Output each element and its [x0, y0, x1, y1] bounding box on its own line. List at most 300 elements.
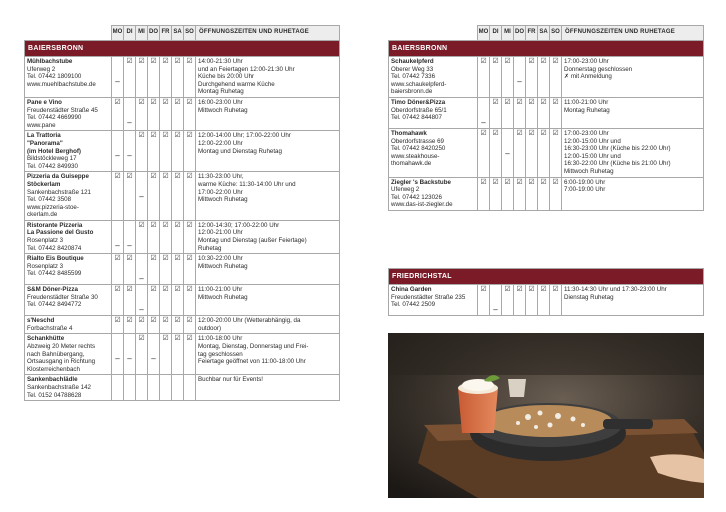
restaurant-name: China Garden	[391, 286, 432, 293]
opening-times-line: 17:00-23:00 Uhr	[564, 58, 609, 65]
checkbox-checked-icon: ☑	[516, 178, 523, 186]
checkbox-checked-icon: ☑	[480, 129, 487, 137]
opening-times-line: 12:00-15:00 Uhr und	[564, 152, 621, 160]
checkbox-checked-icon: ☑	[162, 317, 169, 325]
day-cell-fr	[526, 285, 538, 316]
checkbox-checked-icon: ☑	[186, 286, 193, 294]
day-cell-di	[490, 57, 502, 98]
closed-dash-icon: –	[115, 354, 120, 364]
restaurant-detail: Tel. 07442 8420874	[27, 244, 82, 252]
day-cell-sa	[172, 285, 184, 316]
restaurant-detail: Klosterreichenbach	[27, 365, 80, 373]
checkbox-checked-icon: ☑	[126, 317, 133, 325]
checkbox-checked-icon: ☑	[174, 98, 181, 106]
restaurant-row	[25, 334, 340, 375]
checkbox-checked-icon: ☑	[516, 98, 523, 106]
day-cell-fr	[526, 97, 538, 128]
day-cell-mo	[112, 57, 124, 98]
opening-times-line: 6:00-19:00 Uhr	[564, 178, 606, 186]
opening-times-cell	[196, 97, 340, 130]
checkbox-checked-icon: ☑	[186, 255, 193, 263]
opening-times-line: Mittwoch Ruhetag	[198, 106, 248, 114]
checkbox-checked-icon: ☑	[552, 98, 559, 106]
checkbox-checked-icon: ☑	[528, 178, 535, 186]
weekday-header-do: DO	[148, 26, 160, 41]
checkbox-checked-icon: ☑	[540, 178, 547, 186]
closed-dash-icon: –	[127, 151, 132, 161]
restaurant-info-cell	[25, 220, 112, 253]
closed-dash-icon: –	[481, 117, 486, 127]
restaurant-name: Schaukelpferd	[391, 58, 434, 65]
restaurant-detail: Rosenplatz 3	[27, 262, 64, 270]
restaurant-name: Ristorante Pizzeria	[27, 221, 83, 229]
checkbox-checked-icon: ☑	[504, 98, 511, 106]
checkbox-checked-icon: ☑	[480, 178, 487, 186]
day-cell-di	[124, 254, 136, 285]
day-cell-sa	[172, 97, 184, 130]
checkbox-checked-icon: ☑	[138, 58, 145, 65]
restaurant-name: "Panorama"	[27, 139, 63, 147]
restaurant-detail: Oberdorfstrasse 69	[391, 137, 444, 145]
checkbox-checked-icon: ☑	[174, 221, 181, 229]
restaurant-row	[25, 131, 340, 172]
day-cell-so	[550, 97, 562, 128]
weekday-header-mi: MI	[502, 26, 514, 41]
section-header-row	[25, 41, 340, 57]
checkbox-checked-icon: ☑	[504, 178, 511, 186]
opening-times-cell	[562, 57, 704, 98]
restaurant-name: S&M Döner-Pizza	[27, 286, 78, 294]
day-cell-fr	[526, 57, 538, 98]
opening-times-line: 11:30-23:00 Uhr,	[198, 173, 244, 181]
weekday-header-mo: MO	[478, 26, 490, 41]
day-cell-di	[124, 97, 136, 130]
opening-times-header: ÖFFNUNGSZEITEN UND RUHETAGE	[562, 26, 704, 41]
day-cell-mi	[136, 97, 148, 130]
day-cell-fr	[160, 57, 172, 98]
left-restaurant-table	[24, 25, 340, 401]
checkbox-checked-icon: ☑	[492, 129, 499, 137]
opening-times-cell	[196, 57, 340, 98]
restaurant-detail: ckerlam.de	[27, 211, 58, 219]
checkbox-checked-icon: ☑	[150, 255, 157, 263]
checkbox-checked-icon: ☑	[540, 129, 547, 137]
day-cell-mi	[502, 285, 514, 316]
skillet-dessert-photo	[388, 333, 704, 498]
restaurant-name: La Trattoria	[27, 132, 61, 140]
checkbox-checked-icon: ☑	[114, 173, 121, 181]
opening-times-line: 16:00-23:00 Uhr	[198, 98, 243, 106]
checkbox-checked-icon: ☑	[114, 98, 121, 106]
header-blank-cell	[25, 26, 112, 41]
opening-times-header: ÖFFNUNGSZEITEN UND RUHETAGE	[196, 26, 340, 41]
restaurant-info-cell	[25, 172, 112, 221]
checkbox-checked-icon: ☑	[150, 317, 157, 325]
day-cell-mi	[136, 220, 148, 253]
checkbox-checked-icon: ☑	[492, 58, 499, 65]
day-cell-sa	[172, 316, 184, 334]
closed-dash-icon: –	[493, 305, 498, 314]
opening-times-line: Mittwoch Ruhetag	[198, 196, 248, 204]
day-cell-mo	[112, 131, 124, 172]
restaurant-detail: Tel. 07442 3508	[27, 196, 72, 204]
opening-times-line: tag geschlossen	[198, 350, 243, 358]
checkbox-checked-icon: ☑	[516, 129, 523, 137]
opening-times-line: Donnerstag geschlossen	[564, 65, 633, 73]
day-cell-so	[184, 334, 196, 375]
restaurant-detail: Bildstöckleweg 17	[27, 155, 77, 163]
day-cell-di	[490, 177, 502, 210]
closed-dash-icon: –	[139, 274, 144, 284]
day-cell-di	[124, 334, 136, 375]
opening-times-line: ✗ mit Anmeldung	[564, 73, 612, 81]
friedrichstal-table	[388, 268, 704, 316]
restaurant-info-cell	[25, 57, 112, 98]
day-cell-fr	[160, 97, 172, 130]
checkbox-checked-icon: ☑	[174, 132, 181, 140]
checkbox-checked-icon: ☑	[516, 286, 523, 293]
restaurant-detail: www.pane	[27, 121, 56, 129]
opening-times-cell	[196, 316, 340, 334]
opening-times-line: 12:00-21:00 Uhr	[198, 229, 243, 237]
weekday-header-so: SO	[550, 26, 562, 41]
weekday-header-row	[25, 26, 340, 41]
opening-times-line: 12:00-14:00 Uhr; 17:00-22:00 Uhr	[198, 132, 291, 140]
opening-times-line: 16:30-23:00 Uhr (Küche bis 22:00 Uhr)	[564, 145, 671, 153]
opening-times-line: Dienstag Ruhetag	[564, 293, 614, 301]
restaurant-name: Timo Döner&Pizza	[391, 98, 446, 106]
day-cell-sa	[172, 254, 184, 285]
checkbox-checked-icon: ☑	[186, 58, 193, 65]
restaurant-name: (im Hotel Berghof)	[27, 147, 81, 155]
day-cell-fr	[526, 177, 538, 210]
day-cell-sa	[172, 375, 184, 401]
checkbox-checked-icon: ☑	[162, 98, 169, 106]
opening-times-cell	[196, 131, 340, 172]
opening-times-line: Ruhetag	[198, 244, 222, 252]
restaurant-detail: thomahawk.de	[391, 160, 432, 168]
checkbox-checked-icon: ☑	[528, 98, 535, 106]
opening-times-cell	[562, 285, 704, 316]
day-cell-so	[184, 285, 196, 316]
day-cell-do	[514, 128, 526, 177]
day-cell-di	[124, 375, 136, 401]
day-cell-sa	[172, 334, 184, 375]
restaurant-row	[25, 97, 340, 130]
opening-times-line: 12:00-20:00 Uhr (Wetterabhängig, da	[198, 317, 301, 325]
checkbox-checked-icon: ☑	[162, 58, 169, 65]
day-cell-sa	[172, 220, 184, 253]
opening-times-line: Durchgehend warme Küche	[198, 80, 275, 88]
section-title: FRIEDRICHSTAL	[389, 269, 704, 285]
checkbox-checked-icon: ☑	[528, 129, 535, 137]
opening-times-line: Feiertage geöffnet von 11:00-18:00 Uhr	[198, 358, 306, 366]
opening-times-line: Montag Ruhetag	[198, 88, 244, 96]
day-cell-fr	[160, 316, 172, 334]
day-cell-do	[514, 177, 526, 210]
checkbox-checked-icon: ☑	[552, 58, 559, 65]
opening-times-line: Küche bis 20:00 Uhr	[198, 73, 255, 81]
checkbox-checked-icon: ☑	[174, 58, 181, 65]
opening-times-line: 11:00-21:00 Uhr	[564, 98, 609, 106]
opening-times-line: Mittwoch Ruhetag	[198, 262, 248, 270]
checkbox-checked-icon: ☑	[504, 286, 511, 293]
closed-dash-icon: –	[127, 117, 132, 127]
right-restaurant-table	[388, 25, 704, 211]
restaurant-info-cell	[25, 97, 112, 130]
day-cell-sa	[538, 285, 550, 316]
restaurant-detail: Abzweig 20 Meter rechts	[27, 343, 96, 351]
closed-dash-icon: –	[151, 354, 156, 364]
restaurant-row	[25, 375, 340, 401]
checkbox-checked-icon: ☑	[492, 178, 499, 186]
opening-times-line: 14:00-21:30 Uhr	[198, 58, 243, 65]
opening-times-cell	[196, 254, 340, 285]
restaurant-row	[25, 316, 340, 334]
checkbox-checked-icon: ☑	[552, 129, 559, 137]
restaurant-name: Stöckerlam	[27, 180, 61, 188]
day-cell-fr	[160, 254, 172, 285]
day-cell-do	[514, 57, 526, 98]
restaurant-detail: Uferweg 2	[391, 186, 420, 194]
restaurant-detail: Tel. 07442 1809100	[27, 73, 82, 81]
restaurant-detail: Freudenstädter Straße 30	[27, 293, 98, 301]
checkbox-checked-icon: ☑	[174, 286, 181, 294]
opening-times-line: Montag Ruhetag	[564, 106, 610, 114]
section-title: BAIERSBRONN	[389, 41, 704, 57]
weekday-header-do: DO	[514, 26, 526, 41]
day-cell-fr	[526, 128, 538, 177]
opening-times-cell	[562, 128, 704, 177]
checkbox-checked-icon: ☑	[186, 173, 193, 181]
day-cell-so	[184, 172, 196, 221]
restaurant-detail: Tel. 07442 2509	[391, 301, 436, 309]
closed-dash-icon: –	[139, 305, 144, 315]
day-cell-mo	[112, 97, 124, 130]
day-cell-so	[184, 254, 196, 285]
day-cell-mi	[136, 316, 148, 334]
checkbox-checked-icon: ☑	[480, 58, 487, 65]
restaurant-row	[25, 57, 340, 98]
opening-times-line: 7:00-19:00 Uhr	[564, 186, 606, 194]
restaurant-name: La Passione del Gusto	[27, 229, 94, 237]
day-cell-di	[124, 316, 136, 334]
day-cell-sa	[538, 57, 550, 98]
day-cell-mi	[136, 375, 148, 401]
opening-times-line: Montag, Dienstag, Donnerstag und Frei-	[198, 343, 309, 351]
day-cell-mi	[502, 57, 514, 98]
restaurant-info-cell	[25, 254, 112, 285]
checkbox-checked-icon: ☑	[186, 317, 193, 325]
day-cell-do	[514, 285, 526, 316]
checkbox-checked-icon: ☑	[186, 132, 193, 140]
restaurant-detail: Tel. 07442 123026	[391, 193, 442, 201]
checkbox-checked-icon: ☑	[552, 178, 559, 186]
checkbox-checked-icon: ☑	[186, 98, 193, 106]
day-cell-do	[148, 57, 160, 98]
restaurant-name: Thomahawk	[391, 129, 427, 137]
section-header-row	[389, 269, 704, 285]
day-cell-mo	[112, 172, 124, 221]
opening-times-line: Buchbar nur für Events!	[198, 376, 264, 384]
opening-times-line: warme Küche: 11:30-14:00 Uhr und	[198, 180, 296, 188]
opening-times-cell	[562, 177, 704, 210]
day-cell-so	[550, 285, 562, 316]
day-cell-sa	[538, 177, 550, 210]
opening-times-line: Mittwoch Ruhetag	[564, 167, 614, 175]
checkbox-checked-icon: ☑	[162, 173, 169, 181]
restaurant-row	[389, 177, 704, 210]
opening-times-cell	[196, 285, 340, 316]
restaurant-detail: Tel. 0152 04788628	[27, 391, 82, 399]
restaurant-detail: www.schaukelpferd-	[391, 80, 447, 88]
opening-times-line: 11:30-14:30 Uhr und 17:30-23:00 Uhr	[564, 286, 667, 293]
restaurant-info-cell	[389, 57, 478, 98]
day-cell-mo	[478, 97, 490, 128]
day-cell-so	[184, 57, 196, 98]
day-cell-do	[148, 375, 160, 401]
checkbox-checked-icon: ☑	[138, 221, 145, 229]
restaurant-detail: www.muehlbachstube.de	[27, 80, 96, 88]
opening-times-line: 12:00-22:00 Uhr	[198, 139, 243, 147]
day-cell-mo	[112, 375, 124, 401]
day-cell-do	[148, 97, 160, 130]
opening-times-cell	[562, 97, 704, 128]
closed-dash-icon: –	[115, 240, 120, 250]
restaurant-detail: Ortsausgang in Richtung	[27, 358, 96, 366]
restaurant-info-cell	[389, 285, 478, 316]
day-cell-mi	[136, 285, 148, 316]
checkbox-checked-icon: ☑	[540, 286, 547, 293]
closed-dash-icon: –	[505, 148, 510, 158]
restaurant-detail: baiersbronn.de	[391, 88, 433, 96]
restaurant-info-cell	[25, 285, 112, 316]
checkbox-checked-icon: ☑	[126, 173, 133, 181]
day-cell-fr	[160, 131, 172, 172]
day-cell-mi	[136, 172, 148, 221]
opening-times-line: 10:30-22:00 Uhr	[198, 255, 243, 263]
restaurant-detail: www.pizzeria-stoe-	[27, 203, 79, 211]
checkbox-checked-icon: ☑	[528, 286, 535, 293]
checkbox-checked-icon: ☑	[174, 335, 181, 343]
day-cell-do	[148, 220, 160, 253]
weekday-header-sa: SA	[172, 26, 184, 41]
restaurant-detail: Tel. 07442 8485599	[27, 270, 82, 278]
restaurant-info-cell	[25, 375, 112, 401]
restaurant-detail: Forbachstraße 4	[27, 324, 73, 332]
section-header-row	[389, 41, 704, 57]
opening-times-line: 11:00-21:00 Uhr	[198, 286, 243, 294]
restaurant-detail: Rosenplatz 3	[27, 237, 64, 245]
day-cell-mi	[136, 334, 148, 375]
opening-times-line: Montag und Dienstag (außer Feiertage)	[198, 237, 307, 245]
checkbox-checked-icon: ☑	[126, 286, 133, 294]
day-cell-mi	[502, 97, 514, 128]
day-cell-mi	[136, 254, 148, 285]
checkbox-checked-icon: ☑	[174, 255, 181, 263]
restaurant-detail: Tel. 07442 8494772	[27, 301, 82, 309]
restaurant-row	[389, 97, 704, 128]
restaurant-detail: Sankenbachstraße 142	[27, 384, 91, 391]
day-cell-mi	[502, 128, 514, 177]
checkbox-checked-icon: ☑	[540, 58, 547, 65]
checkbox-checked-icon: ☑	[150, 221, 157, 229]
checkbox-checked-icon: ☑	[150, 58, 157, 65]
restaurant-name: Pizzeria da Guiseppe	[27, 173, 89, 181]
checkbox-checked-icon: ☑	[492, 98, 499, 106]
checkbox-checked-icon: ☑	[528, 58, 535, 65]
restaurant-detail: www.steakhouse-	[391, 152, 440, 160]
closed-dash-icon: –	[517, 77, 522, 86]
weekday-header-row	[389, 26, 704, 41]
checkbox-checked-icon: ☑	[138, 98, 145, 106]
day-cell-di	[124, 172, 136, 221]
day-cell-mo	[478, 57, 490, 98]
day-cell-fr	[160, 172, 172, 221]
day-cell-di	[124, 285, 136, 316]
day-cell-fr	[160, 220, 172, 253]
day-cell-do	[148, 316, 160, 334]
opening-times-line: Mittwoch Ruhetag	[198, 293, 248, 301]
checkbox-checked-icon: ☑	[186, 335, 193, 343]
day-cell-sa	[538, 97, 550, 128]
checkbox-checked-icon: ☑	[174, 317, 181, 325]
restaurant-row	[25, 254, 340, 285]
weekday-header-sa: SA	[538, 26, 550, 41]
restaurant-name: Ziegler 's Backstube	[391, 178, 451, 186]
header-blank-cell	[389, 26, 478, 41]
weekday-header-fr: FR	[160, 26, 172, 41]
checkbox-checked-icon: ☑	[162, 132, 169, 140]
closed-dash-icon: –	[139, 192, 144, 202]
checkbox-checked-icon: ☑	[162, 221, 169, 229]
restaurant-detail: Tel. 07442 7336	[391, 73, 436, 81]
day-cell-di	[124, 220, 136, 253]
closed-dash-icon: –	[127, 240, 132, 250]
day-cell-di	[490, 128, 502, 177]
checkbox-checked-icon: ☑	[114, 286, 121, 294]
restaurant-row	[389, 285, 704, 316]
opening-times-line: 12:00-15:00 Uhr und	[564, 137, 621, 145]
day-cell-mo	[478, 285, 490, 316]
restaurant-name: Schankhütte	[27, 335, 65, 343]
opening-times-line: outdoor)	[198, 324, 222, 332]
restaurant-info-cell	[389, 128, 478, 177]
weekday-header-mo: MO	[112, 26, 124, 41]
weekday-header-di: DI	[490, 26, 502, 41]
day-cell-mo	[112, 254, 124, 285]
restaurant-row	[389, 57, 704, 98]
day-cell-so	[184, 131, 196, 172]
restaurant-detail: Tel. 07442 844807	[391, 114, 442, 122]
restaurant-detail: Tel. 07442 8420250	[391, 145, 446, 153]
checkbox-checked-icon: ☑	[540, 98, 547, 106]
day-cell-sa	[172, 172, 184, 221]
day-cell-do	[514, 97, 526, 128]
closed-dash-icon: –	[115, 77, 120, 86]
day-cell-fr	[160, 285, 172, 316]
checkbox-checked-icon: ☑	[480, 286, 487, 293]
restaurant-info-cell	[25, 316, 112, 334]
day-cell-mi	[502, 177, 514, 210]
opening-times-line: 12:00-14:30; 17:00-22:00 Uhr	[198, 221, 280, 229]
opening-times-line: 17:00-23:00 Uhr	[564, 129, 609, 137]
day-cell-di	[490, 285, 502, 316]
restaurant-row	[25, 285, 340, 316]
checkbox-checked-icon: ☑	[504, 58, 511, 65]
restaurant-name: Pane e Vino	[27, 98, 62, 106]
day-cell-mo	[112, 316, 124, 334]
